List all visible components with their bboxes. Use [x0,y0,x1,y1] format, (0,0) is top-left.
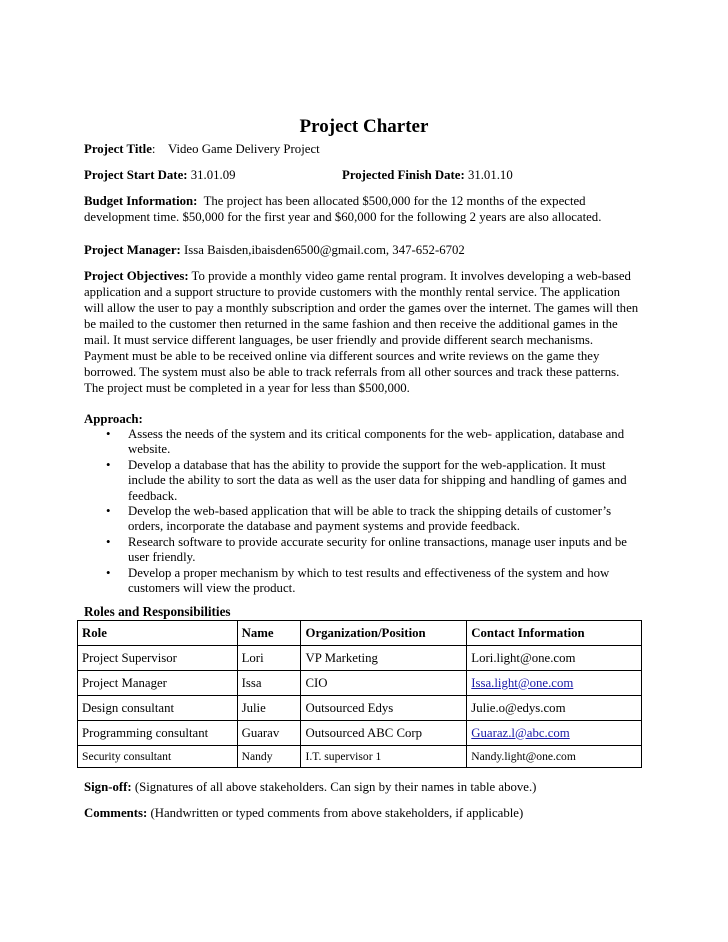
comments-label: Comments: [84,806,148,820]
bullet-icon: • [106,565,111,580]
list-item: • Develop a database that has the ability to provide the support for the web-application. It must include the ability to sort the data as well as the user data for shipping and handling of games and feedback. [106,457,627,503]
table-cell: I.T. supervisor 1 [301,746,467,768]
finish-date-value: 31.01.10 [467,168,513,182]
finish-date-label: Projected Finish Date: [342,168,465,182]
start-date-label: Project Start Date: [84,168,188,182]
project-title-value: Video Game Delivery Project [168,142,320,156]
table-cell: CIO [301,671,467,696]
table-header: Organization/Position [301,621,467,646]
start-date-value: 31.01.09 [190,168,236,182]
table-cell [467,671,642,696]
email-link[interactable]: Issa.light@one.com [471,675,574,690]
budget-label: Budget Information: [84,194,198,208]
document-title: Project Charter [299,116,429,137]
table-cell: Project Supervisor [78,646,238,671]
table-cell: Outsourced ABC Corp [301,721,467,746]
dates-line [84,167,640,183]
table-cell: Project Manager [78,671,238,696]
table-header: Contact Information [467,621,642,646]
table-row [78,696,642,721]
list-item: • Assess the needs of the system and its critical components for the web- application, database and website. [106,427,625,457]
table-header: Role [78,621,238,646]
table-cell: Nandy [237,746,301,768]
table-cell: Design consultant [78,696,238,721]
manager-value: Issa Baisden,ibaisden6500@gmail.com, 347-652-6702 [183,243,465,257]
table-cell: VP Marketing [301,646,467,671]
signoff-text: (Signatures of all above stakeholders. Can sign by their names in table above.) [134,780,537,794]
table-header: Name [237,621,301,646]
table-cell: Outsourced Edys [301,696,467,721]
finish-date [342,167,513,183]
table-row [78,646,642,671]
table-cell: Julie [237,696,301,721]
table-header-row [78,621,642,646]
table-cell: Lori [237,646,301,671]
signoff-line [84,779,536,795]
signoff-label: Sign-off: [84,780,132,794]
roles-table [77,620,642,768]
objectives-paragraph [84,268,640,396]
approach-label: Approach: [84,412,143,426]
email-link[interactable]: Guaraz.l@abc.com [471,725,570,740]
budget-text: The project has been allocated $500,000 for the 12 months of the expected development time. $50,000 for the first year and $60,000 for the following 2 years are also allocated. [84,194,602,224]
comments-text: (Handwritten or typed comments from above stakeholders, if applicable) [150,806,524,820]
roles-heading: Roles and Responsibilities [84,604,231,619]
comments-line [84,805,523,821]
manager-line [84,242,465,258]
objectives-text: To provide a monthly video game rental program. It involves developing a web-based application and a support structure to provide customers with the monthly rental service. The application will allow the user to pay a monthly subscription and order the games over the internet. The games will then be mailed to the customer then returned in the same fashion and then receive the additional games in the mail. It must service different languages, be user friendly and provide different search mechanisms. Payment must be able to be received online via different sources and write reviews on the game they borrowed. The system must also be able to track referrals from all other sources and track these patterns. The project must be completed in a year for less than $500,000. [84,269,639,395]
table-cell [467,721,642,746]
table-row [78,721,642,746]
budget-paragraph [84,193,640,225]
table-cell: Guarav [237,721,301,746]
list-item: • Develop a proper mechanism by which to test results and effectiveness of the system and how customers will view the product. [106,565,610,596]
table-row [78,746,642,768]
bullet-icon: • [106,427,111,441]
table-cell: Nandy.light@one.com [467,746,642,768]
table-cell: Julie.o@edys.com [467,696,642,721]
list-item: • Research software to provide accurate security for online transactions, manage user inputs and be user friendly. [106,534,627,565]
table-cell: Issa [237,671,301,696]
list-item: • Develop the web-based application that will be able to track the shipping details of customer’s orders, incorporate the database and payment systems and provide feedback. [106,504,612,534]
project-title-line: Project Title: Video Game Delivery Project [84,142,320,156]
approach-heading [84,411,143,427]
table-cell: Programming consultant [78,721,238,746]
table-row [78,671,642,696]
manager-label: Project Manager: [84,243,181,257]
bullet-icon: • [106,504,111,519]
bullet-icon: • [106,534,111,549]
project-title-label: Project Title [84,142,152,156]
objectives-label: Project Objectives: [84,269,189,283]
table-cell: Security consultant [78,746,238,768]
table-cell: Lori.light@one.com [467,646,642,671]
approach-list [84,427,640,596]
bullet-icon: • [106,457,111,472]
